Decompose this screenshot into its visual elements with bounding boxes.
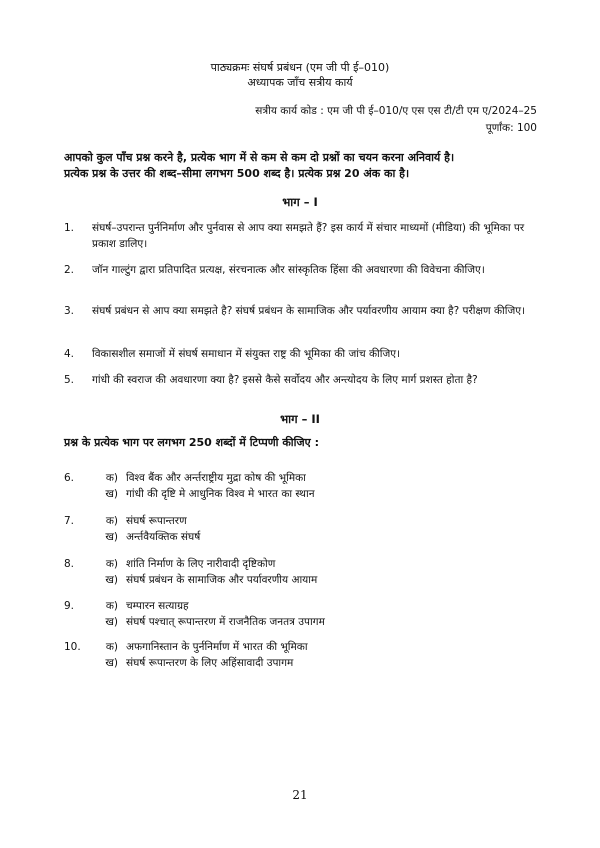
question-number: 8. (64, 558, 75, 570)
sub-text: संघर्ष पश्चात् रूपान्तरण में राजनैतिक जनतत्र उपागम (126, 616, 325, 628)
page-number: 21 (292, 788, 308, 802)
sub-label: ख) (105, 616, 118, 628)
course-title: पाठ्यक्रमः संघर्ष प्रबंधन (एम जी पी ई–010) (210, 61, 390, 74)
question-number: 1. (64, 222, 75, 234)
question-text: जॉन गाल्टुंग द्वारा प्रतिपादित प्रत्यक्ष, संरचनात्क और सांस्कृतिक हिंसा की अवधारणा की विवेचना कीजिए। (92, 264, 485, 276)
max-marks: पूर्णांक: 100 (485, 122, 537, 134)
sub-label: ख) (105, 574, 118, 586)
sub-label: ख) (105, 488, 118, 500)
question-number: 3. (64, 305, 75, 317)
question-number: 9. (64, 600, 75, 612)
sub-text: अफगानिस्तान के पुर्ननिर्माण में भारत की भूमिका (126, 641, 308, 653)
sub-label: ख) (105, 657, 118, 669)
sub-label: क) (105, 600, 118, 612)
question-number: 5. (64, 374, 75, 386)
instruction-line-2: प्रत्येक प्रश्न के उत्तर की शब्द–सीमा लगभग 500 शब्द है। प्रत्येक प्रश्न 20 अंक का है। (64, 167, 410, 180)
question-text: विकासशील समाजों में संघर्ष समाधान में संयुक्त राष्ट्र की भूमिका की जांच कीजिए। (92, 348, 401, 360)
question-number: 6. (64, 472, 75, 484)
sub-text: संघर्ष रूपान्तरण (126, 515, 187, 527)
sub-text: विश्व बैंक और अर्न्तराष्ट्रीय मुद्रा कोष की भूमिका (126, 472, 306, 484)
sub-label: क) (105, 558, 118, 570)
sub-text: चम्पारन सत्याग्रह (126, 600, 189, 612)
question-number: 2. (64, 264, 75, 276)
sub-label: क) (105, 641, 118, 653)
sub-label: क) (105, 472, 118, 484)
section-2-title: भाग – II (280, 412, 320, 426)
sub-text: संघर्ष रूपान्तरण के लिए अहिंसावादी उपागम (126, 657, 294, 669)
question-number: 7. (64, 515, 75, 527)
sub-text: गांधी की दृष्टि मे आधुनिक विश्व मे भारत का स्थान (126, 488, 315, 500)
sub-text: अर्न्तवैयक्तिक संघर्ष (126, 531, 201, 543)
assignment-code: सत्रीय कार्य कोड : एम जी पी ई–010/ए एस एस टी/टी एम ए/2024–25 (255, 105, 537, 117)
instruction-line-1: आपको कुल पाँच प्रश्न करने है, प्रत्येक भाग में से कम से कम दो प्रश्नों का चयन करना अनिवार्य है। (64, 151, 455, 164)
section-1-title: भाग – I (282, 195, 318, 209)
sub-text: शांति निर्माण के लिए नारीवादी दृष्टिकोण (126, 558, 276, 570)
sub-label: ख) (105, 531, 118, 543)
question-text: संघर्ष–उपरान्त पुर्ननिर्माण और पुर्नवास से आप क्या समझते हैं? इस कार्य में संचार माध्यमों (मीडिया) की भूमिका पर प्रकाश डालिए। (92, 222, 525, 250)
question-number: 4. (64, 348, 75, 360)
sub-label: क) (105, 515, 118, 527)
question-text: संघर्ष प्रबंधन से आप क्या समझते है? संघर्ष प्रबंधन के सामाजिक और पर्यावरणीय आयाम क्या है? परीक्षण कीजिए। (92, 305, 526, 317)
question-text: गांधी की स्वराज की अवधारणा क्या है? इससे कैसे सर्वोदय और अन्त्योदय के लिए मार्ग प्रशस्त होता है? (92, 374, 478, 386)
section-2-instruction: प्रश्न के प्रत्येक भाग पर लगभग 250 शब्दों में टिप्पणी कीजिए : (64, 436, 319, 449)
question-number: 10. (64, 641, 81, 653)
assignment-subtitle: अध्यापक जाँच सत्रीय कार्य (247, 76, 353, 89)
sub-text: संघर्ष प्रबंधन के सामाजिक और पर्यावरणीय आयाम (126, 574, 318, 586)
